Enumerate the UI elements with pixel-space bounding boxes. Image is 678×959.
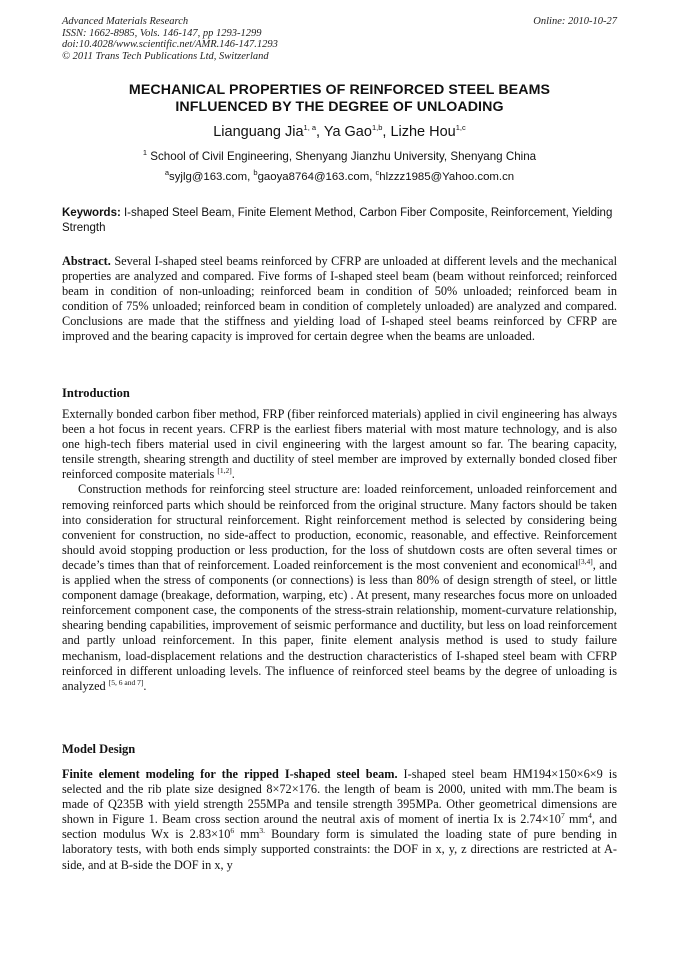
exponent: 7 <box>560 811 565 821</box>
title-line-1: MECHANICAL PROPERTIES OF REINFORCED STEEL BEAMS <box>128 82 551 98</box>
copyright: © 2011 Trans Tech Publications Ltd, Switzerland <box>62 50 269 62</box>
citation: [3,4] <box>578 556 593 566</box>
author-sup: 1, a <box>303 123 317 133</box>
email-list <box>62 168 617 183</box>
exponent: 3. <box>259 826 266 836</box>
affiliation <box>62 150 617 163</box>
keywords <box>62 206 617 235</box>
paragraph-text: , and is applied when the stress of components (or connections) is less than 80% of design strength of steel, or little component damage (breakage, deformation, warping, etc) . At present, many researches focus more on unloaded reinforcement component case, the components of the stress-strain relationship, moment-curvature relationship, shearing bending capabilities, improvement of seismic performance and ductility, but less on load reinforcement and partly unload reinforcement. In this paper, finite element analysis method is used to study failure mechanism, load-displacement relations and the destruction characteristics of I-shaped steel beam with CFRP reinforced in different unloading levels. The influence of reinforced steel beams by the degree of unloading is analyzed <box>62 557 617 693</box>
paragraph-text: , and section modulus Wx is 2.83×10 <box>62 812 617 842</box>
abstract-label: Abstract. <box>62 254 111 268</box>
introduction-section <box>62 407 617 694</box>
email-link[interactable]: hlzzz1985@Yahoo.com.cn <box>379 171 515 183</box>
author-name: Lianguang Jia <box>213 124 304 140</box>
issn: ISSN: 1662-8985, Vols. 146-147, pp 1293-1299 <box>62 27 262 39</box>
exponent: 6 <box>230 826 235 836</box>
paragraph-text: mm <box>234 827 260 842</box>
keywords-label: Keywords: <box>62 207 121 219</box>
author-list: Lianguang Jia$^{1, a}$, Ya Gao$^{1,b}$, Lizhe Hou$^{1,c}$ <box>213 123 466 140</box>
paragraph-text: Externally bonded carbon fiber method, FRP (fiber reinforced materials) applied in civil engineering has always been a hot focus in recent years. CFRP is the earliest fibers material with most mature technology, and is also one high-tech fibers material used in civil engineering with the largest amount so far. The bearing capacity, tensile strength, shearing strength and ductility of steel member are improved by externally bonded closed fiber reinforced composite materials <box>62 407 617 482</box>
email-link[interactable]: syjlg@163.com, <box>169 171 254 183</box>
citation: [5, 6 and 7] <box>108 677 144 687</box>
author-sup: 1,b <box>371 123 383 133</box>
affiliation-sup: 1 <box>142 148 148 158</box>
online-date: Online: 2010-10-27 <box>533 16 617 27</box>
abstract <box>62 254 617 345</box>
keywords-text: I-shaped Steel Beam, Finite Element Method, Carbon Fiber Composite, Reinforcement, Yielding Strength <box>62 207 613 234</box>
abstract-text: Several I-shaped steel beams reinforced by CFRP are unloaded at different levels and the mechanical properties are analyzed and compared. Five forms of I-shaped steel beam (beam without reinforced; reinforced beam in condition of non-unloading; reinforced beam in condition of 50% unloaded; reinforced beam in condition of 75% unloaded; reinforced beam in condition of completely unloaded) are analyzed and compared. Conclusions are made that the stiffness and yielding load of I-shaped steel beams reinforced by CFRP are improved and the bearing capacity is improved for certain degree when the beams are unloaded. <box>62 254 617 344</box>
journal-name: Advanced Materials Research <box>62 16 189 27</box>
email-sup: b <box>253 168 258 178</box>
citation: [1,2] <box>217 466 232 476</box>
paragraph-text: Boundary form is simulated the loading state of pure bending in laboratory tests, with both ends simply supported constraints: the DOF in x, y, z directions are restricted at A-side, and at B-side the DOF in x, y <box>62 827 617 872</box>
author-sup: 1,c <box>455 123 466 133</box>
subsection-lead: Finite element modeling for the ripped I-shaped steel beam. <box>62 767 398 781</box>
email-sup: c <box>375 168 380 178</box>
author-name: Ya Gao <box>323 124 372 140</box>
paragraph: Externally bonded carbon fiber method, FRP (fiber reinforced materials) applied in civil engineering has always been a hot focus in recent years. CFRP is the earliest fibers material with most mature technology, and is also one high-tech fibers material used in civil engineering with the largest amount so far. The bearing capacity, tensile strength, shearing strength and ductility of steel member are improved by externally bonded closed fiber reinforced composite materials [1,2]. <box>62 407 617 482</box>
affiliation-text: School of Civil Engineering, Shenyang Jianzhu University, Shenyang China <box>150 150 537 163</box>
paper-title <box>62 82 617 116</box>
title-line-2: INFLUENCED BY THE DEGREE OF UNLOADING <box>175 99 504 115</box>
section-heading-introduction: Introduction <box>62 386 130 400</box>
model-design-section <box>62 767 617 873</box>
paragraph: Construction methods for reinforcing steel structure are: loaded reinforcement, unloaded reinforcement and removing reinforced parts which should be reinforced from the original structure. Many factors should be taken into consideration for structural reinforcement. Right reinforcement method is selected by considering being convenient for construction, no side-affect to production, economic, reasonable, and effective. Reinforcement should avoid stopping production or less production, for the loss of shutdown costs are often several times or decade’s times than that of reinforcement. Loaded reinforcement is the most convenient and economical[3,4], and is applied when the stress of components (or connections) is less than 80% of design strength of steel, or little component damage (breakage, deformation, warping, etc) . At present, many researches focus more on unloaded reinforcement component case, the components of the stress-strain relationship, moment-curvature relationship, shearing bending capabilities, improvement of seismic performance and ductility, but less on load reinforcement and partly unload reinforcement. In this paper, finite element analysis method is used to study failure mechanism, load-displacement relations and the destruction characteristics of I-shaped steel beam with CFRP reinforced in different unloading levels. The influence of reinforced steel beams by the degree of unloading is analyzed [5, 6 and 7]. <box>62 482 617 693</box>
email-sup: a <box>164 168 170 178</box>
paragraph-text: I-shaped steel beam HM194×150×6×9 is selected and the rib plate size designed 8×72×176. the length of beam is 2000, united with mm.The beam is made of Q235B with yield strength 255MPa and tensile strength 395MPa. Other geometrical dimensions are shown in Figure 1. Beam cross section around the neutral axis of moment of inertia Ix is 2.74×10 <box>62 767 617 827</box>
exponent: 4 <box>588 811 592 821</box>
journal-header <box>62 16 617 62</box>
email-link[interactable]: gaoya8764@163.com, <box>257 171 376 183</box>
author-name: Lizhe Hou <box>390 124 456 140</box>
section-heading-model-design: Model Design <box>62 742 136 756</box>
paragraph-text: Construction methods for reinforcing steel structure are: loaded reinforcement, unloaded reinforcement and removing reinforced parts which should be reinforced from the original structure. Many factors should be taken into consideration for structural reinforcement. Right reinforcement method is selected by considering being convenient for construction, no side-affect to production, economic, reasonable, and effective. Reinforcement should avoid stopping production or less production, for the loss of shutdown costs are often several times or decade’s times than that of reinforcement. Loaded reinforcement is the most convenient and economical <box>62 482 617 572</box>
paragraph-text: mm <box>564 812 589 827</box>
doi: doi:10.4028/www.scientific.net/AMR.146-147.1293 <box>62 39 278 50</box>
